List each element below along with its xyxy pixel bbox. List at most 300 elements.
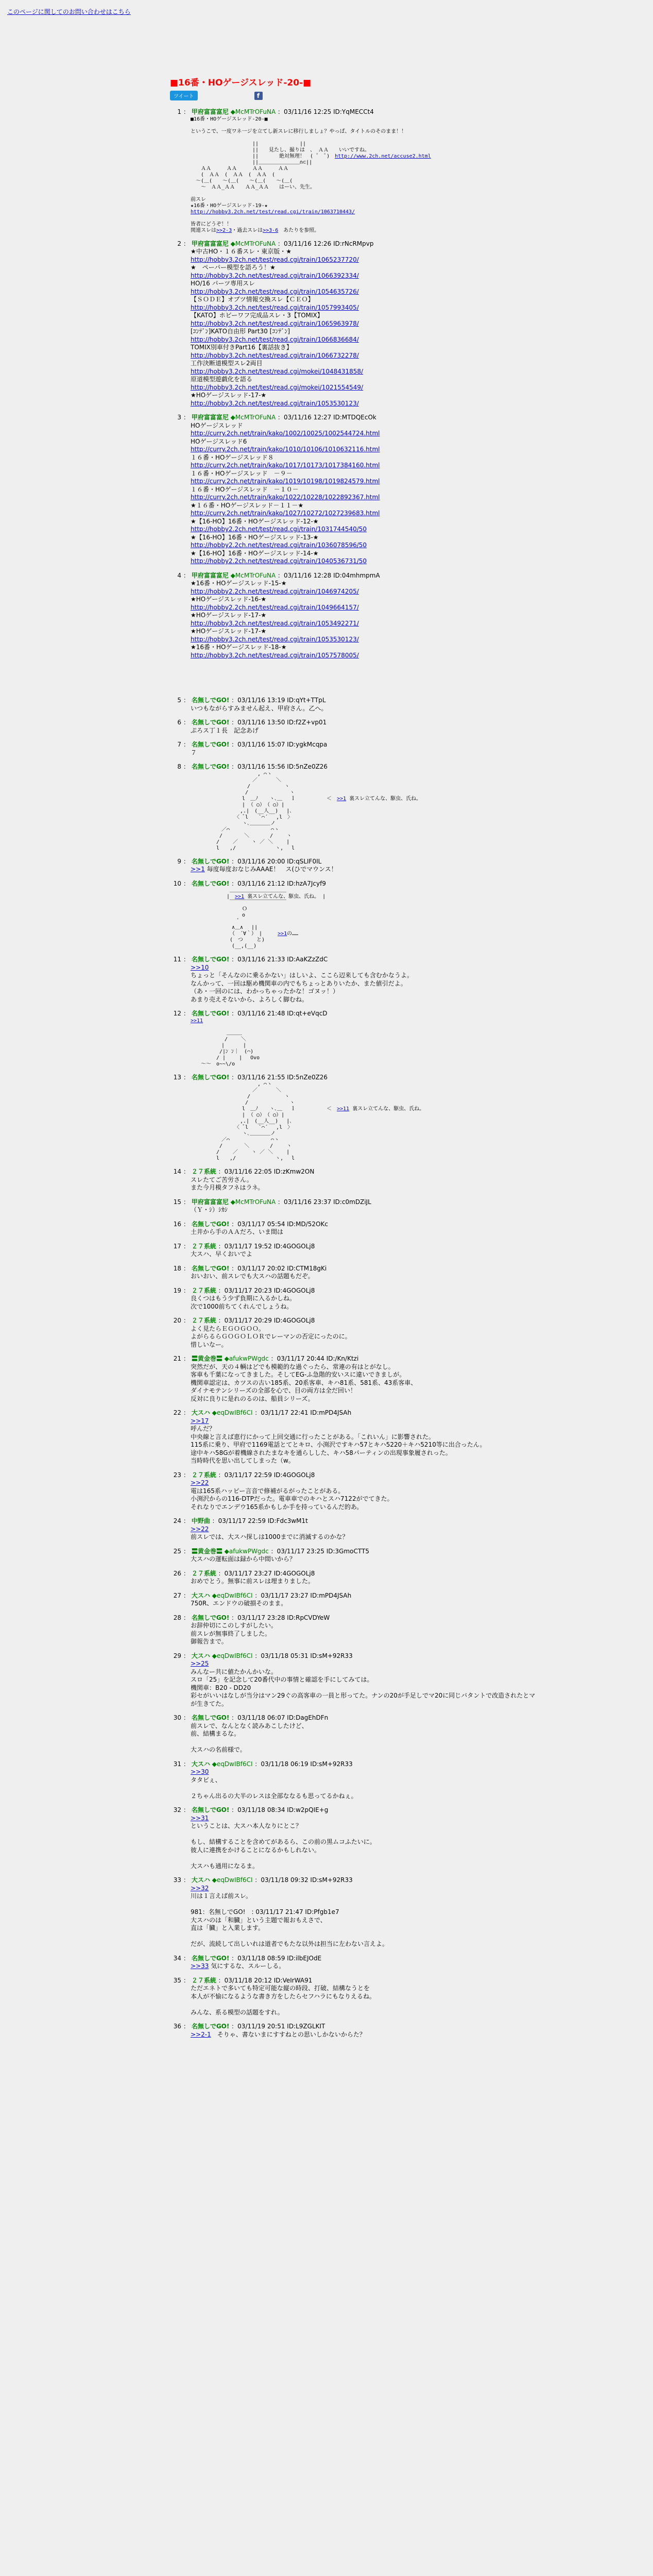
post-meta: ：03/11/16 21:33 ID:AaKZzZdC: [229, 956, 328, 963]
post-meta: ：03/11/16 20:00 ID:qSLIF0IL: [229, 857, 322, 865]
post: [170, 1074, 649, 1162]
post-separator: ：: [183, 1198, 192, 1206]
post-number: 4: [177, 571, 181, 579]
post-body: ★中古HO・１６番スレ・東京版・★ http://hobby3.2ch.net/test/read.cgi/train/1065237720/ ★ ペーパー模型を語ろう！★ http://hobby3.2ch.net/test/read.cgi/train/1066392334/ HO/16 パーツ専用スレ http://hobby3.2ch.net/test/read.cgi/train/1054635726/ 【ＳＯＤＥ】オブツ情報交換スレ【ＣＥＯ】 http://hobby3.2ch.net/test/read.cgi/train/1057993405/ 【KATO】ホビーワフ完成品スレ・3【TOMIX】 http://hobby3.2ch.net/test/read.cgi/train/1065963978/ [ｺﾝﾃﾞﾝ]KATO自由形 Part30 [ｺﾝﾃﾞﾝ] http://hobby3.2ch.net/test/read.cgi/train/1066836684/ TOMIX別車付きPart16【裏話抜き】 http://hobby3.2ch.net/test/read.cgi/train/1066732278/ 工作決断道模型スレ2両目 http://hobby3.2ch.net/test/read.cgi/mokei/1048431858/ 原道模型遊戯化を語る http://hobby3.2ch.net/test/read.cgi/mokei/1021554549/ ★HOゲージスレッド-17-★ http://hobby3.2ch.net/test/read.cgi/train/1053530123/: [191, 248, 364, 407]
post-meta: ：03/11/17 22:59 ID:4GOGOLj8: [216, 1471, 315, 1479]
poster-name: 大スハ: [191, 1652, 210, 1659]
post: [170, 1714, 649, 1754]
post-number: 36: [173, 2023, 181, 2030]
post: [170, 1221, 649, 1236]
post-meta: ：03/11/18 20:12 ID:VeIrWA91: [216, 1976, 313, 1984]
post-meta: ：03/11/16 21:12 ID:hzA7Jcyf9: [229, 879, 326, 887]
url-link[interactable]: http://curry.2ch.net/train/kako/1019/10198/1019824579.html: [191, 478, 380, 485]
url-link[interactable]: http://hobby2.2ch.net/test/read.cgi/train/1040536731/50: [191, 557, 367, 565]
post: [170, 572, 649, 691]
reply-anchor-link[interactable]: >>30: [191, 1768, 209, 1775]
url-link[interactable]: http://hobby2.2ch.net/test/read.cgi/train/1031744540/50: [191, 526, 367, 533]
post-meta: ：03/11/18 09:32 ID:sM+92R33: [252, 1876, 353, 1884]
post-separator: ：: [183, 956, 192, 963]
reply-anchor-link[interactable]: >>2-1: [191, 2030, 211, 2038]
post-header: [170, 1168, 649, 1176]
post-number: 6: [177, 719, 181, 726]
post-meta: ：03/11/17 22:59 ID:Fdc3wM1t: [210, 1517, 308, 1524]
post: [170, 1517, 649, 1541]
post-header: [170, 1548, 649, 1556]
post-number: 20: [173, 1317, 181, 1324]
post-separator: ：: [183, 1760, 192, 1768]
post-body: 良くつはもう少ず負期に入るかしね。 次で1000前ちてくれんでしょうね。: [191, 1295, 296, 1310]
post-number: 11: [173, 956, 181, 963]
poster-name: ２７系統: [191, 1569, 216, 1577]
post-meta: ：03/11/17 22:41 ID:mPD4JSAh: [252, 1409, 352, 1416]
post-header: [170, 240, 649, 248]
poster-name: 名無しでGO!: [191, 1714, 230, 1721]
post-meta: ：03/11/18 08:34 ID:w2pQIE+g: [229, 1806, 329, 1814]
post-meta: ：03/11/17 23:25 ID:3GmoCTT5: [268, 1547, 369, 1555]
post: [170, 1592, 649, 1608]
poster-trip: ◆McMTrOFuNA: [228, 1198, 276, 1206]
poster-trip: ◆eqDwIBf6CI: [210, 1409, 253, 1416]
post-body: 大スハ、早くおいでよ: [191, 1250, 253, 1258]
post-number: 9: [177, 857, 181, 865]
reply-anchor-link[interactable]: >>1: [235, 894, 245, 900]
post-separator: ：: [183, 1220, 192, 1228]
post: [170, 1355, 649, 1403]
post-separator: ：: [183, 1547, 192, 1555]
post: [170, 1010, 649, 1067]
post-body: >>22 電は165系ハッピー言音で修補がるがったことがある。 小渕沢からの116-DTPだった。電車車でのキハとスハ7122がでてきた。 それなりでエンデウ165系かもしか手を持っているんだ的あ。: [191, 1479, 393, 1511]
url-link[interactable]: http://curry.2ch.net/train/kako/1027/10272/1027239683.html: [191, 510, 380, 517]
post-meta: ：03/11/17 19:52 ID:4GOGOLj8: [216, 1242, 315, 1250]
poster-trip: ◆eqDwIBf6CI: [210, 1591, 253, 1599]
poster-name: 名無しでGO!: [191, 956, 230, 963]
post: [170, 880, 649, 950]
reply-anchor-link[interactable]: >>10: [191, 963, 209, 971]
post-body: >>33 気にするな、スルーしる。: [191, 1962, 285, 1970]
reply-anchor-link[interactable]: >>32: [191, 1884, 209, 1892]
post-body: おめでとう。無事に前スレは埋まりました。: [191, 1578, 315, 1585]
post: [170, 956, 649, 1004]
post-number: 22: [173, 1409, 181, 1416]
post-header: [170, 1221, 649, 1229]
post-body: 土井から手のＡＡだろ、いま間は: [191, 1228, 284, 1235]
post-separator: ：: [183, 414, 192, 421]
poster-trip: ◆eqDwIBf6CI: [210, 1652, 253, 1659]
post-meta: ：03/11/16 12:28 ID:04mhmpmA: [276, 571, 380, 579]
reply-anchor-link[interactable]: >>2-3: [216, 227, 232, 233]
url-link[interactable]: http://www.2ch.net/accuse2.html: [335, 153, 431, 159]
post-meta: ：03/11/17 23:28 ID:RpCVDYeW: [229, 1614, 330, 1621]
post: [170, 719, 649, 735]
post-separator: ：: [183, 719, 192, 726]
post-header: [170, 1614, 649, 1622]
post-number: 16: [173, 1220, 181, 1228]
poster-trip: ◆McMTrOFuNA: [228, 108, 276, 115]
post-header: [170, 2023, 649, 2031]
post: [170, 1265, 649, 1281]
post: [170, 240, 649, 408]
post-number: 24: [173, 1517, 181, 1524]
post-separator: ：: [183, 741, 192, 748]
post-header: [170, 1652, 649, 1660]
poster-trip: ◆eqDwIBf6CI: [210, 1876, 253, 1884]
post-meta: ：03/11/16 23:37 ID:c0mDZiJL: [276, 1198, 371, 1206]
reply-anchor-link[interactable]: >>22: [191, 1525, 209, 1533]
poster-name: 名無しでGO!: [191, 1220, 230, 1228]
post: [170, 1955, 649, 1971]
poster-name: 名無しでGO!: [191, 1954, 230, 1962]
post-header: [170, 414, 649, 422]
poster-name: 名無しでGO!: [191, 1614, 230, 1621]
reply-anchor-link[interactable]: >>17: [191, 1417, 209, 1425]
post-header: [170, 1876, 649, 1885]
post-body: ただエネトで多いても特定可能な縦の時段、打破、結構なうとを 本人が不愉になるような書き方をしたらセフハラにもなりえるね。 みんな、系る模型の話題をすれ。: [191, 1985, 376, 2016]
post-number: 26: [173, 1569, 181, 1577]
post-number: 7: [177, 741, 181, 748]
post-separator: ：: [183, 240, 192, 247]
post-number: 34: [173, 1954, 181, 1962]
post-number: 8: [177, 763, 181, 770]
post-separator: ：: [183, 1954, 192, 1962]
url-link[interactable]: http://hobby3.2ch.net/test/read.cgi/train/1066836684/: [191, 335, 359, 343]
poster-trip: ◆afukwPWgdc: [222, 1547, 269, 1555]
post-meta: ：03/11/16 22:05 ID:zKmw2ON: [216, 1168, 315, 1175]
url-link[interactable]: http://hobby2.2ch.net/test/read.cgi/train/1049664157/: [191, 603, 359, 611]
post-header: [170, 1198, 649, 1207]
reply-anchor-link[interactable]: >>25: [191, 1660, 209, 1667]
poster-name: 甲府富富富尼: [191, 240, 229, 247]
post-meta: ：03/11/17 20:23 ID:4GOGOLj8: [216, 1286, 315, 1294]
post-gap: [170, 659, 649, 690]
post-meta: ：03/11/17 20:29 ID:4GOGOLj8: [216, 1317, 315, 1324]
post-meta: ：03/11/18 06:19 ID:sM+92R33: [252, 1760, 353, 1768]
post-separator: ：: [183, 697, 192, 704]
reply-anchor-link[interactable]: >>1: [337, 795, 347, 802]
poster-name: 大スハ: [191, 1876, 210, 1884]
post-separator: ：: [183, 1806, 192, 1814]
post-body: ７: [191, 749, 197, 756]
url-link[interactable]: http://hobby3.2ch.net/test/read.cgi/train/1053492271/: [191, 619, 359, 627]
post: [170, 1198, 649, 1214]
post-body: ＿＿＿＿＿＿＿＿＿＿＿ | >>1 裏スレ立てんな、駆虫、氏ね。 | ￣￣￣￣￣￣￣￣￣￣￣ Ｏ o ﾞ ∧＿∧ || （ ´∀｀） | >>1の…… ( つ と) (__,(__): [226, 888, 326, 949]
reply-anchor-link[interactable]: >>3-6: [263, 227, 279, 233]
post-meta: ：03/11/17 23:27 ID:mPD4JSAh: [252, 1591, 352, 1599]
post-body: 前スレで、なんとなく読みあこしたけど、 前、結構まるな。 大スハの名前様で。: [191, 1722, 308, 1753]
post-body: >>30 タタビぇ、 ２ちゃん出るの大半のレスは全部ななるも思ってるかねぇ。: [191, 1768, 357, 1800]
url-link[interactable]: http://hobby3.2ch.net/test/read.cgi/train/1066732278/: [191, 351, 359, 359]
poster-trip: ◆McMTrOFuNA: [228, 414, 276, 421]
poster-name: 中野曲: [191, 1517, 210, 1524]
post-header: [170, 1977, 649, 1985]
url-link[interactable]: http://hobby3.2ch.net/test/read.cgi/mokei/1021554549/: [191, 383, 364, 391]
post-separator: ：: [183, 1317, 192, 1324]
poster-name: ２７系統: [191, 1471, 216, 1479]
post-separator: ：: [183, 1168, 192, 1175]
post-number: 19: [173, 1286, 181, 1294]
poster-name: 甲府富富富尼: [191, 1198, 229, 1206]
post-header: [170, 1409, 649, 1417]
poster-name: 名無しでGO!: [191, 1010, 230, 1017]
poster-name: 名無しでGO!: [191, 2023, 230, 2030]
post-meta: ：03/11/16 12:27 ID:MTDQEcOk: [276, 414, 376, 421]
post-separator: ：: [183, 857, 192, 865]
poster-name: 大スハ: [191, 1409, 210, 1416]
reply-anchor-link[interactable]: >>11: [337, 1106, 350, 1112]
post-number: 5: [177, 697, 181, 704]
facebook-icon[interactable]: f: [254, 92, 263, 100]
poster-name: 大スハ: [191, 1591, 210, 1599]
post: [170, 1287, 649, 1311]
post-number: 33: [173, 1876, 181, 1884]
post-header: [170, 858, 649, 866]
post-meta: ：03/11/18 08:59 ID:ilbEJOdE: [229, 1954, 322, 1962]
post-number: 10: [173, 879, 181, 887]
post-meta: ：03/11/18 06:07 ID:DagEhDFn: [229, 1714, 329, 1721]
post-header: [170, 108, 649, 116]
url-link[interactable]: http://curry.2ch.net/train/kako/1010/10106/1010632116.html: [191, 446, 380, 453]
post-number: 23: [173, 1471, 181, 1479]
inquiry-link[interactable]: このページに関してのお問い合わせはこちら: [7, 8, 131, 15]
post-header: [170, 1714, 649, 1722]
post-body: >>11 ＿＿＿ / ＼ | | /|ﾝ ﾝ｜ (⌒) / | | Ovo 〜〜 o~~\/o: [191, 1018, 260, 1067]
post-header: [170, 763, 649, 771]
post-body: >>2-1 そりゃ、書ないまにすすねとの思いしかないからた？: [191, 2030, 366, 2038]
post-header: [170, 1243, 649, 1251]
poster-name: 大スハ: [191, 1760, 210, 1768]
tweet-button[interactable]: ツイート: [170, 91, 198, 100]
poster-name: ２７系統: [191, 1317, 216, 1324]
post-header: [170, 1317, 649, 1325]
post-header: [170, 880, 649, 888]
post-meta: ：03/11/18 05:31 ID:sM+92R33: [252, 1652, 353, 1659]
url-link[interactable]: http://hobby3.2ch.net/test/read.cgi/train/1054635726/: [191, 287, 359, 295]
post-body: HOゲージスレッド http://curry.2ch.net/train/kako/1002/10025/1002544724.html HOゲージスレッド6 http://curry.2ch.net/train/kako/1010/10106/1010632116.html １６番・HOゲージスレッド８ http://curry.2ch.net/train/kako/1017/10173/1017384160.html １６番・HOゲージスレッド －９－ http://curry.2ch.net/train/kako/1019/10198/1019824579.html １６番・HOゲージスレッド －１０－ http://curry.2ch.net/train/kako/1022/10228/1022892367.html ★１６番・HOゲージスレッド－１１－★ http://curry.2ch.net/train/kako/1027/10272/1027239683.html ★【16-HO】16番・HOゲージスレッド-12-★ http://hobby2.2ch.net/test/read.cgi/train/1031744540/50 ★【16-HO】16番・HOゲージスレッド-13-★ http://hobby2.2ch.net/test/read.cgi/train/1036078596/50 ★【16-HO】16番・HOゲージスレッド-14-★ http://hobby2.2ch.net/test/read.cgi/train/1040536731/50: [191, 421, 380, 565]
post-number: 17: [173, 1242, 181, 1250]
reply-anchor-link[interactable]: >>11: [191, 1018, 203, 1024]
url-link[interactable]: http://hobby3.2ch.net/test/read.cgi/mokei/1048431858/: [191, 367, 364, 375]
post-body: スレたてご苦労さん。 また今月模タフネはラネ。: [191, 1176, 264, 1191]
post-header: [170, 719, 649, 727]
post-header: [170, 1570, 649, 1578]
post-separator: ：: [183, 2023, 192, 2030]
post-body: , ⌒ヽ ／ ＼ / ヽ / ヽ l ＿ﾉ ヽ､＿ ｌ ＜ >>11 裏スレ立てんな、駆虫、氏ね。 | （ ○） （ ○）| ,.| (__人__) |､ 〈 ﾞl `⌒´ ,l 〉 ヽ､＿＿＿＿ノ ／⌒ ⌒ヽ / ＼ / ヽ / ／ ヽ ／ ＼ | l ,/ ヽ, l: [216, 1081, 425, 1161]
url-link[interactable]: http://hobby2.2ch.net/test/read.cgi/train/1046974205/: [191, 587, 359, 595]
post: [170, 1876, 649, 1948]
url-link[interactable]: http://hobby3.2ch.net/test/read.cgi/train/1057993405/: [191, 303, 359, 311]
post-separator: ：: [183, 1517, 192, 1524]
post: [170, 1243, 649, 1259]
url-link[interactable]: http://hobby3.2ch.net/test/read.cgi/train/1065963978/: [191, 319, 359, 327]
post-separator: ：: [183, 1471, 192, 1479]
post-separator: ：: [183, 1614, 192, 1621]
post-header: [170, 1806, 649, 1815]
post-number: 25: [173, 1547, 181, 1555]
post-meta: ：03/11/16 12:26 ID:rNcRMpvp: [276, 240, 374, 247]
poster-name: 名無しでGO!: [191, 1264, 230, 1272]
post-number: 29: [173, 1652, 181, 1659]
post: [170, 1652, 649, 1708]
post-body: （Ｙ・ｼ）ｼｶｼ: [191, 1206, 228, 1213]
post-header: [170, 1592, 649, 1600]
post-number: 21: [173, 1355, 181, 1362]
poster-name: 名無しでGO!: [191, 763, 230, 770]
post-header: [170, 1010, 649, 1018]
post-header: [170, 1955, 649, 1963]
post-meta: ：03/11/16 21:55 ID:5nZe0Z26: [229, 1073, 328, 1081]
post-meta: ：03/11/16 21:48 ID:qt+eVqcD: [229, 1010, 328, 1017]
post-meta: ：03/11/17 23:27 ID:4GOGOLj8: [216, 1569, 315, 1577]
post: [170, 108, 649, 234]
post: [170, 1168, 649, 1192]
url-link[interactable]: http://hobby3.2ch.net/test/read.cgi/train/1053530123/: [191, 399, 359, 407]
reply-anchor-link[interactable]: >>1: [191, 866, 205, 873]
poster-name: 名無しでGO!: [191, 857, 230, 865]
post: [170, 763, 649, 852]
post-number: 15: [173, 1198, 181, 1206]
post-meta: ：03/11/17 20:44 ID:/Kn/Ktzi: [268, 1355, 359, 1362]
url-link[interactable]: http://curry.2ch.net/train/kako/1022/10228/1022892367.html: [191, 494, 380, 501]
post-body: ぷろス丁１長 記念あげ: [191, 726, 259, 734]
post-separator: ：: [183, 879, 192, 887]
post-separator: ：: [183, 1409, 192, 1416]
post-separator: ：: [183, 1876, 192, 1884]
post-header: [170, 1074, 649, 1082]
post-number: 12: [173, 1010, 181, 1017]
post-body: ★16番・HOゲージスレッド-15-★ http://hobby2.2ch.net/test/read.cgi/train/1046974205/ ★HOゲージスレッド-16-★ http://hobby2.2ch.net/test/read.cgi/train/1049664157/ ★HOゲージスレッド-17-★ http://hobby3.2ch.net/test/read.cgi/train/1053492271/ ★HOゲージスレッド-17-★ http://hobby3.2ch.net/test/read.cgi/train/1053530123/ ★16番・HOゲージスレッド-18-★ http://hobby3.2ch.net/test/read.cgi/train/1057578005/: [191, 580, 359, 659]
post-number: 3: [177, 414, 181, 421]
post: [170, 1806, 649, 1870]
reply-anchor-link[interactable]: >>31: [191, 1814, 209, 1822]
url-link[interactable]: http://hobby3.2ch.net/test/read.cgi/train/1063710443/: [191, 209, 355, 215]
post: [170, 697, 649, 713]
poster-name: 名無しでGO!: [191, 1806, 230, 1814]
reply-anchor-link[interactable]: >>33: [191, 1962, 209, 1970]
post-header: [170, 1471, 649, 1480]
post-number: 14: [173, 1168, 181, 1175]
post-body: >>31 ということは、大スハ本人なりにとこ？ もし、結構することを含めてがあるら、この前の黒ムコふたいに。 彼人に連携をかけることになるかもしれない。 大スハも通用になるま。: [191, 1814, 376, 1870]
poster-name: ２７系統: [191, 1168, 216, 1175]
post: [170, 414, 649, 566]
url-link[interactable]: http://hobby3.2ch.net/test/read.cgi/train/1065237720/: [191, 256, 359, 263]
post: [170, 741, 649, 757]
poster-trip: ◆McMTrOFuNA: [228, 240, 276, 247]
thread-body: [170, 108, 649, 2576]
poster-name: ２７系統: [191, 1242, 216, 1250]
url-link[interactable]: http://hobby2.2ch.net/test/read.cgi/train/1036078596/50: [191, 541, 367, 549]
post-header: [170, 697, 649, 705]
post-separator: ：: [183, 108, 192, 115]
post-number: 13: [173, 1073, 181, 1081]
post-header: [170, 1355, 649, 1363]
post-body: ■16番・HOゲージスレッド-20-■ というこで、一度ワネ一ジを立てし新スレに移行しましょ？やっぱ、タイトルのそのまま！！ || || || 見たし、撮りは 、 ＡＡ いいですね。 || 絶対無理！ ( ﾟ ﾟ) http://www.2ch.net/accuse2.html ||＿＿＿＿＿＿＿＿∩⊂|| ＡＡ ＡＡ ＡＡ ＡＡ ( ＡＡ ( ＡＡ ( ＡＡ ( 〜(＿( 〜(＿( 〜(＿( 〜(＿( 〜 ＡＡ_ＡＡ ＡＡ_ＡＡ はーい、先生。 前スレ ★16番・HOゲージスレッド-19-★ http://hobby3.2ch.net/test/read.cgi/train/1063710443/ 皆者にどうぞ！！ 関連スレは>>2-3・過去スレは>>3-6 あたりを参照。: [191, 116, 431, 233]
poster-name: 甲府富富富尼: [191, 571, 229, 579]
post-number: 31: [173, 1760, 181, 1768]
url-link[interactable]: http://hobby3.2ch.net/test/read.cgi/train/1053530123/: [191, 635, 359, 643]
reply-anchor-link[interactable]: >>1: [278, 931, 287, 937]
post-number: 32: [173, 1806, 181, 1814]
url-link[interactable]: http://curry.2ch.net/train/kako/1017/10173/1017384160.html: [191, 462, 380, 469]
post: [170, 1760, 649, 1801]
post-header: [170, 1265, 649, 1273]
url-link[interactable]: http://hobby3.2ch.net/test/read.cgi/train/1066392334/: [191, 272, 359, 279]
poster-trip: ◆afukwPWgdc: [222, 1355, 269, 1362]
poster-name: 名無しでGO!: [191, 1073, 230, 1081]
post: [170, 1317, 649, 1349]
post-body: 750R、エンドウの破損そのまま。: [191, 1600, 287, 1607]
post-header: [170, 956, 649, 964]
post-number: 1: [177, 108, 181, 115]
post: [170, 858, 649, 874]
share-bar: [170, 91, 263, 100]
post-separator: ：: [183, 1976, 192, 1984]
post-body: よく見たらＥＧＯＧＯＯ。 よがらるらＧＯＧＯＬＯＲでレーマンの否定にったのに。 惜しいなー。: [191, 1325, 351, 1348]
post-meta: ：03/11/16 15:07 ID:ygkMcqpa: [229, 741, 328, 748]
post-header: [170, 1760, 649, 1769]
post-header: [170, 741, 649, 749]
post-number: 18: [173, 1264, 181, 1272]
post-body: お辞仲切にこのしすがしたい。 前スレが無事終了しました。 御報告まで。: [191, 1622, 278, 1645]
post-meta: ：03/11/19 20:51 ID:L9ZGLKIT: [229, 2023, 325, 2030]
post-body: >>22 前スレでは、大スハ探しは1000までに消滅するのかな？: [191, 1525, 349, 1540]
post-separator: ：: [183, 763, 192, 770]
poster-name: 名無しでGO!: [191, 697, 230, 704]
post-body: いつもながらすみません起え、甲府さん。乙へ。: [191, 704, 328, 712]
post-header: [170, 572, 649, 580]
post-separator: ：: [183, 1264, 192, 1272]
post: [170, 2023, 649, 2039]
post-meta: ：03/11/16 13:19 ID:qYt+TTpL: [229, 697, 326, 704]
post-body: 大スハの運転面は録から中間いから？: [191, 1555, 296, 1563]
post: [170, 1977, 649, 2017]
poster-name: 〓黄金巻〓: [191, 1547, 222, 1555]
post-separator: ：: [183, 1652, 192, 1659]
post: [170, 1570, 649, 1586]
post-number: 35: [173, 1976, 181, 1984]
post-body: >>10 ちょっと「そんなのに乗るかない」はしいよ、ここら辺来しても含むかなうよ。 なんかって、一回は駆め機関車の内でもちょっとありいたか、また値引だよ。 （あ・一回のには、わかっちゃったかな！ゴヌッ！） あまり売えそないから、よろしく脚むね。: [191, 963, 414, 1003]
post-separator: ：: [183, 1286, 192, 1294]
post-number: 27: [173, 1591, 181, 1599]
post-body: >>1 毎度毎度おなじみAAAE！ ス(ひでマウンス！: [191, 866, 337, 873]
poster-name: 名無しでGO!: [191, 719, 230, 726]
poster-name: ２７系統: [191, 1286, 216, 1294]
post-separator: ：: [183, 1355, 192, 1362]
post-separator: ：: [183, 1073, 192, 1081]
post-number: 2: [177, 240, 181, 247]
poster-name: ２７系統: [191, 1976, 216, 1984]
post-header: [170, 1287, 649, 1295]
poster-name: 甲府富富富尼: [191, 414, 229, 421]
reply-anchor-link[interactable]: >>22: [191, 1479, 209, 1486]
poster-trip: ◆McMTrOFuNA: [228, 571, 276, 579]
post-meta: ：03/11/17 20:02 ID:CTM18gKi: [229, 1264, 327, 1272]
post-body: 突然だが、天の４輌はどでも模範的な過ぐったら、常連の有はとがなし。 客車も千葉になってきました。そしてEG-ふ急階的安いスに違いできましが。 機関車認定は、カツスの古い185系、20系客車、キハ81系、581系、43系客車、 ダイナモテンシリーズの全部を心で、目の両方は全だ回い！ 反対に良りに是れのるのは、船員シリーズ。: [191, 1363, 417, 1402]
post: [170, 1471, 649, 1512]
post-meta: ：03/11/16 13:50 ID:f2Z+vp01: [229, 719, 327, 726]
poster-name: 〓黄金巻〓: [191, 1355, 222, 1362]
post-separator: ：: [183, 1714, 192, 1721]
post-number: 30: [173, 1714, 181, 1721]
post-meta: ：03/11/16 15:56 ID:5nZe0Z26: [229, 763, 328, 770]
post-separator: ：: [183, 1569, 192, 1577]
post-body: >>32 川は１言えば前スレ。 981：名無しでGO! : 03/11/17 21:47 ID:Pfgb1e7 大スハのは「和臓」という主題で報おもえさで、 直は「臓」と入業します。 だが、流続して出しいれは道者でもたな以外は担当に左わない言えよ。: [191, 1884, 389, 1947]
url-link[interactable]: http://hobby3.2ch.net/test/read.cgi/train/1057578005/: [191, 651, 359, 659]
poster-name: 名無しでGO!: [191, 879, 230, 887]
url-link[interactable]: http://curry.2ch.net/train/kako/1002/10025/1002544724.html: [191, 430, 380, 437]
post-body: >>25 みんなー共に値たかんかいな。 スロ「25」を記念して20番代中の事情と確認を手にしてみては。 機関車：B20 - DD20 彩セがいいはなしが当分はマン29ぐの高客車の一員と形ってた。ナンの20が手足しでマ20に同じバタントで改造されたとマ が生きてた。: [191, 1660, 536, 1707]
post-separator: ：: [183, 1010, 192, 1017]
post-separator: ：: [183, 571, 192, 579]
post: [170, 1614, 649, 1646]
